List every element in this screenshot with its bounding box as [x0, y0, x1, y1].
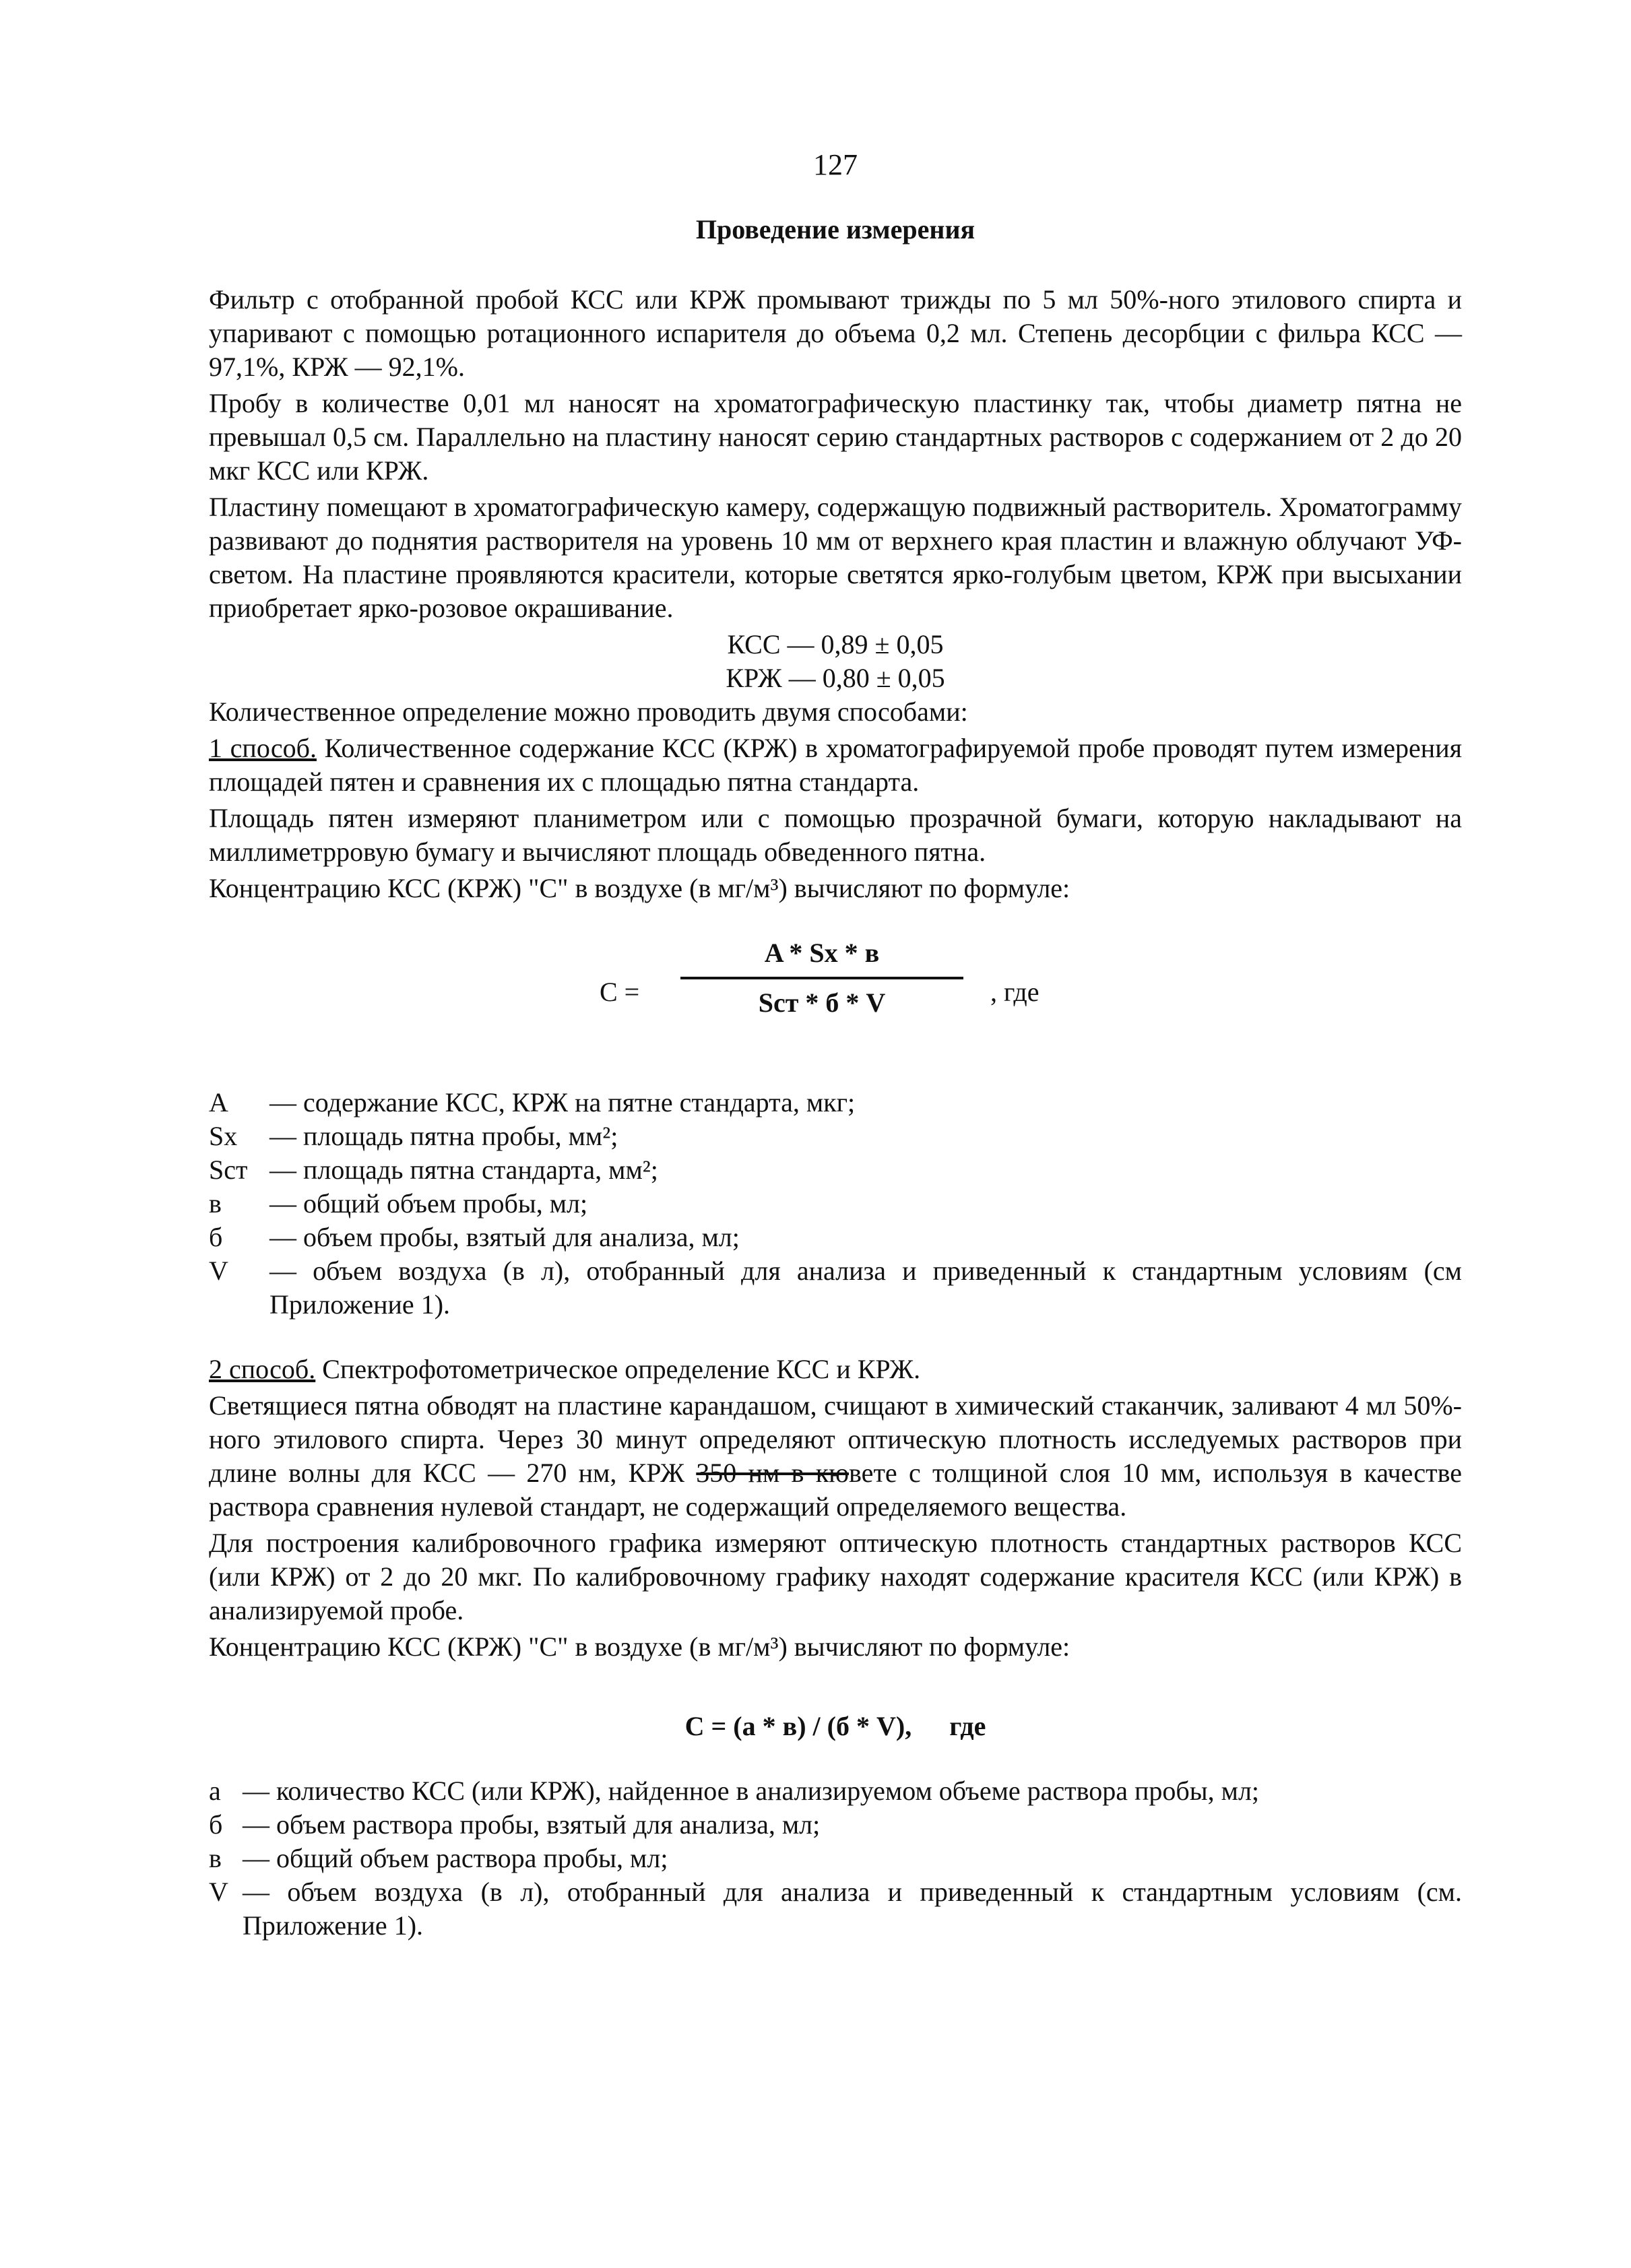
legend-symbol: в: [209, 1188, 222, 1219]
formula-1-fraction: [680, 936, 963, 1020]
legend-1: [209, 1086, 1462, 1322]
fraction-line: [680, 977, 963, 979]
legend-item: [209, 1254, 1462, 1322]
legend-item: [209, 1120, 1462, 1153]
legend-symbol: б: [209, 1809, 223, 1840]
method1-text: Количественное содержание КСС (КРЖ) в хроматографируемой пробе проводят путем измерения площадей пятен и сравнения их с площадью пятна стандарта.: [209, 733, 1462, 797]
paragraph-method1: [209, 732, 1462, 799]
paragraph-calibration: Для построения калибровочного графика измеряют оптическую плотность стандартных растворов КСС (или КРЖ) от 2 до 20 мкг. По калибровочному графику находят содержание красителя КСС (или КРЖ) в анализируемой пробе.: [209, 1528, 1462, 1625]
legend-symbol: V: [209, 1877, 228, 1907]
legend-item: [209, 1875, 1462, 1943]
method1-title: 1 способ.: [209, 733, 317, 763]
rf-value-kss: КСС — 0,89 ± 0,05: [727, 629, 944, 659]
legend-symbol: А: [209, 1087, 228, 1117]
legend-symbol: V: [209, 1256, 228, 1286]
spots-text-part2: вете с толщиной слоя 10 мм, используя в качестве раствора сравнения нулевой стандарт, не содержащий определяемого вещества.: [209, 1458, 1463, 1522]
formula-1-denominator: Sст * б * V: [758, 987, 886, 1018]
legend-item: [209, 1808, 1462, 1842]
formula-2: [209, 1710, 1462, 1743]
section-heading: Проведение измерения: [695, 214, 976, 245]
paragraph-methods-intro: Количественное определение можно проводить двумя способами:: [209, 696, 968, 727]
legend-item: [209, 1774, 1462, 1808]
rf-value-krzh: КРЖ — 0,80 ± 0,05: [726, 663, 945, 693]
formula-1-lhs: С =: [600, 977, 640, 1007]
formula-2-where: где: [949, 1711, 986, 1741]
spots-strikethrough: 350 нм в кю: [696, 1458, 850, 1488]
paragraph-spots: [209, 1389, 1462, 1524]
legend-symbol: б: [209, 1222, 223, 1252]
legend-symbol: Sx: [209, 1121, 238, 1151]
document-page: [209, 148, 1462, 1943]
legend-symbol: Sст: [209, 1155, 248, 1185]
formula-1-numerator: A * Sx * в: [764, 938, 880, 968]
legend-text: — объем пробы, взятый для анализа, мл;: [269, 1222, 740, 1252]
legend-item: [209, 1153, 1462, 1187]
method2-title: 2 способ.: [209, 1354, 316, 1384]
legend-text: — объем воздуха (в л), отобранный для анализа и приведенный к стандартным условиям (см Приложение 1).: [269, 1256, 1462, 1320]
formula-2-text: С = (а * в) / (б * V),: [684, 1711, 912, 1741]
legend-text: — площадь пятна пробы, мм²;: [269, 1121, 618, 1151]
legend-text: — общий объем раствора пробы, мл;: [243, 1843, 668, 1873]
paragraph-area-measure: Площадь пятен измеряют планиметром или с помощью прозрачной бумаги, которую накладывают на миллиметрровую бумагу и вычисляют площадь обведенного пятна.: [209, 803, 1462, 867]
spacer: [209, 1322, 1462, 1353]
legend-text: — объем раствора пробы, взятый для анализа, мл;: [243, 1809, 821, 1840]
legend-item: [209, 1086, 1462, 1120]
legend-item: [209, 1842, 1462, 1875]
legend-text: — площадь пятна стандарта, мм²;: [269, 1155, 658, 1185]
paragraph-method2: [209, 1353, 1462, 1386]
paragraph-formula-intro-2: Концентрацию КСС (КРЖ) "С" в воздухе (в мг/м³) вычисляют по формуле:: [209, 1631, 1070, 1662]
formula-1-where: , где: [990, 977, 1040, 1007]
legend-symbol: в: [209, 1843, 222, 1873]
legend-text: — содержание КСС, КРЖ на пятне стандарта, мкг;: [269, 1087, 856, 1117]
page-number: 127: [813, 148, 858, 181]
legend-symbol: а: [209, 1776, 221, 1806]
paragraph-sample: Пробу в количестве 0,01 мл наносят на хроматографическую пластинку так, чтобы диаметр пятна не превышал 0,5 см. Параллельно на пластину наносят серию стандартных растворов с содержанием от 2 до 20 мкг КСС или КРЖ.: [209, 388, 1462, 486]
spots-text-part1: Светящиеся пятна обводят на пластине карандашом, счищают в химический стаканчик, заливают 4 мл 50%-ного этилового спирта. Через 30 минут определяют оптическую плотность исследуемых растворов при длине волны для КСС — 270 нм, КРЖ: [209, 1390, 1462, 1488]
paragraph-filter: Фильтр с отобранной пробой КСС или КРЖ промывают трижды по 5 мл 50%-ного этилового спирта и упаривают с помощью ротационного испарителя до объема 0,2 мл. Степень десорбции с фильра КСС — 97,1%, КРЖ — 92,1%.: [209, 284, 1462, 382]
legend-text: — общий объем пробы, мл;: [269, 1188, 588, 1219]
paragraph-formula-intro-1: Концентрацию КСС (КРЖ) "С" в воздухе (в мг/м³) вычисляют по формуле:: [209, 873, 1070, 903]
formula-1: [209, 936, 1462, 1051]
legend-2: [209, 1774, 1462, 1943]
legend-text: — количество КСС (или КРЖ), найденное в анализируемом объеме раствора пробы, мл;: [243, 1776, 1260, 1806]
paragraph-plate: Пластину помещают в хроматографическую камеру, содержащую подвижный растворитель. Хроматограмму развивают до поднятия растворителя на уровень 10 мм от верхнего края пластин и влажную облучают УФ-светом. На пластине проявляются красители, которые светятся ярко-голубым цветом, КРЖ при высыхании приобретает ярко-розовое окрашивание.: [209, 492, 1462, 623]
legend-text: — объем воздуха (в л), отобранный для анализа и приведенный к стандартным условиям (см. Приложение 1).: [243, 1877, 1462, 1941]
method2-text: Спектрофотометрическое определение КСС и КРЖ.: [315, 1354, 921, 1384]
legend-item: [209, 1221, 1462, 1254]
legend-item: [209, 1187, 1462, 1221]
